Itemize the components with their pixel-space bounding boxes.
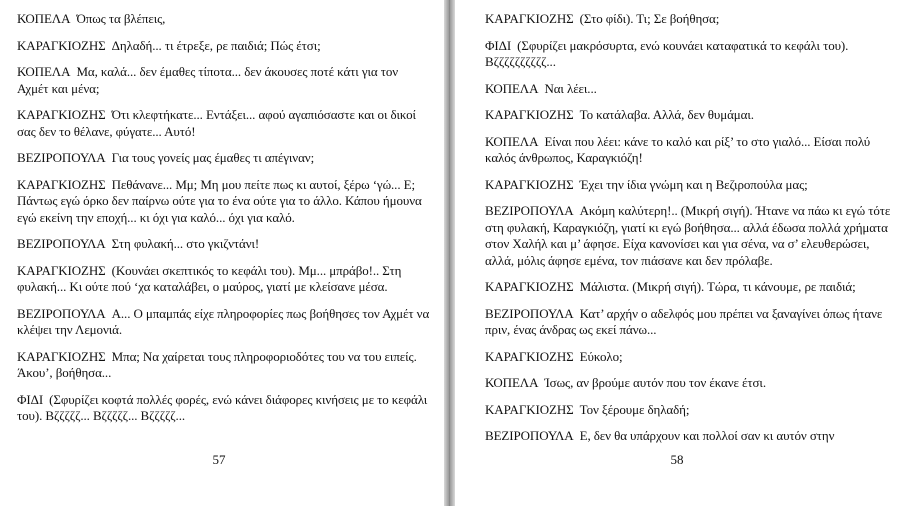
- dialogue-text: Έχει την ίδια γνώμη και η Βεζιροπούλα μας;: [579, 176, 808, 192]
- dialogue-paragraph: [17, 263, 431, 296]
- page-number-right: 58: [670, 452, 684, 467]
- dialogue-paragraph: [485, 134, 891, 167]
- dialogue-paragraph: [485, 38, 891, 71]
- left-page: [0, 0, 444, 506]
- speaker-name: ΚΟΠΕΛΑ: [17, 64, 71, 79]
- speaker-name: ΒΕΖΙΡΟΠΟΥΛΑ: [485, 428, 574, 443]
- dialogue-text: Δηλαδή... τι έτρεξε, ρε παιδιά; Πώς έτσι;: [111, 37, 321, 53]
- dialogue-paragraph: [17, 38, 431, 55]
- speaker-name: ΚΑΡΑΓΚΙΟΖΗΣ: [485, 11, 574, 26]
- speaker-name: ΒΕΖΙΡΟΠΟΥΛΑ: [17, 150, 106, 165]
- dialogue-paragraph: [485, 203, 891, 269]
- left-page-text: [17, 11, 431, 435]
- dialogue-paragraph: [485, 107, 891, 124]
- speaker-name: ΚΑΡΑΓΚΙΟΖΗΣ: [17, 107, 106, 122]
- dialogue-paragraph: [17, 64, 431, 97]
- dialogue-text: Μα, καλά... δεν έμαθες τίποτα... δεν άκουσες ποτέ κάτι για τον Αχμέτ και μένα;: [17, 64, 399, 96]
- speaker-name: ΚΟΠΕΛΑ: [485, 133, 539, 149]
- dialogue-text: Είναι που λέει: κάνε το καλό και ρίξ’ το στο γιαλό... Είσαι πολύ καλός άνθρωπος, Καραγκιόζη!: [485, 133, 871, 165]
- speaker-name: ΚΑΡΑΓΚΙΟΖΗΣ: [485, 176, 574, 192]
- speaker-name: ΚΑΡΑΓΚΙΟΖΗΣ: [485, 107, 574, 122]
- dialogue-text: Μάλιστα. (Μικρή σιγή). Τώρα, τι κάνουμε, ρε παιδιά;: [579, 279, 856, 294]
- dialogue-text: Τον ξέρουμε δηλαδή;: [579, 401, 690, 417]
- dialogue-paragraph: [17, 236, 431, 253]
- dialogue-text: (Σφυρίζει κοφτά πολλές φορές, ενώ κάνει διάφορες κινήσεις με το κεφάλι του). Βζζζζζ... Βζζζζζ... Βζζζζζ...: [17, 391, 428, 423]
- dialogue-text: Ακόμη καλύτερη!.. (Μικρή σιγή). Ήτανε να πάω κι εγώ τότε στη φυλακή, Καραγκιόζη, γιατί κι εγώ βοήθησα... αλλά έδωσα πολλά χρήματα στον Χαλήλ και μ’ άφησε. Είχα κανονίσει και για σένα, να σ’ ελευθερώσει, αλλά, μόλις άφησε εμένα, τον πιάσανε και δεν πρόλαβε.: [485, 203, 891, 268]
- dialogue-text: Ε, δεν θα υπάρχουν και πολλοί σαν κι αυτόν στην: [579, 428, 835, 443]
- dialogue-paragraph: [17, 150, 431, 167]
- speaker-name: ΚΑΡΑΓΚΙΟΖΗΣ: [485, 401, 574, 417]
- dialogue-text: Α... Ο μπαμπάς είχε πληροφορίες πως βοήθησες τον Αχμέτ να κλέψει την Λεμονιά.: [17, 305, 430, 337]
- dialogue-paragraph: [485, 279, 891, 296]
- speaker-name: ΦΙΔΙ: [485, 37, 512, 53]
- dialogue-paragraph: [17, 177, 431, 227]
- speaker-name: ΚΑΡΑΓΚΙΟΖΗΣ: [17, 176, 106, 192]
- speaker-name: ΚΑΡΑΓΚΙΟΖΗΣ: [17, 37, 106, 53]
- speaker-name: ΚΑΡΑΓΚΙΟΖΗΣ: [485, 279, 574, 294]
- dialogue-text: Ότι κλεφτήκατε... Εντάξει... αφού αγαπιόσαστε και οι δικοί σας δεν το θέλανε, φύγατε... Αυτό!: [17, 107, 416, 139]
- dialogue-text: Όπως τα βλέπεις,: [76, 11, 166, 26]
- book-gutter: [444, 0, 455, 506]
- speaker-name: ΚΑΡΑΓΚΙΟΖΗΣ: [17, 348, 106, 364]
- dialogue-text: Ναι λέει...: [544, 80, 597, 96]
- speaker-name: ΚΟΠΕΛΑ: [17, 11, 71, 26]
- speaker-name: ΒΕΖΙΡΟΠΟΥΛΑ: [485, 203, 574, 218]
- dialogue-paragraph: [485, 11, 891, 28]
- dialogue-text: Πεθάνανε... Μμ; Μη μου πείτε πως κι αυτοί, ξέρω ‘γώ... Ε; Πάντως εγώ όρκο δεν παίρνω ούτε για το ένα ούτε για το άλλο. Κάπου ήμουνα εγώ εκείνη την εποχή... κι όχι για καλό... όχι για καλό.: [17, 176, 422, 225]
- page-number-left: 57: [212, 452, 226, 467]
- dialogue-paragraph: [485, 349, 891, 366]
- dialogue-paragraph: [485, 375, 891, 392]
- dialogue-paragraph: [485, 177, 891, 194]
- speaker-name: ΚΟΠΕΛΑ: [485, 375, 539, 390]
- speaker-name: ΒΕΖΙΡΟΠΟΥΛΑ: [17, 236, 106, 251]
- speaker-name: ΒΕΖΙΡΟΠΟΥΛΑ: [485, 305, 574, 321]
- dialogue-text: (Στο φίδι). Τι; Σε βοήθησα;: [579, 11, 720, 26]
- dialogue-text: (Κουνάει σκεπτικός το κεφάλι του). Μμ... μπράβο!.. Στη φυλακή... Κι ούτε πού ‘χα καταλάβει, ο μαύρος, γιατί με κλείσανε μέσα.: [17, 262, 402, 294]
- dialogue-text: Ίσως, αν βρούμε αυτόν που τον έκανε έτσι.: [544, 375, 766, 390]
- dialogue-text: Εύκολο;: [579, 348, 623, 364]
- dialogue-text: Στη φυλακή... στο γκιζντάνι!: [111, 236, 260, 251]
- speaker-name: ΦΙΔΙ: [17, 391, 44, 407]
- dialogue-text: Κατ’ αρχήν ο αδελφός μου πρέπει να ξαναγίνει όπως ήτανε πριν, ένας άνδρας ως εκεί πάνω...: [485, 305, 883, 337]
- dialogue-text: Μπα; Να χαίρεται τους πληροφοριοδότες του να του ειπείς. Άκου’, βοήθησα...: [17, 348, 417, 380]
- dialogue-paragraph: [485, 81, 891, 98]
- dialogue-paragraph: [485, 306, 891, 339]
- dialogue-paragraph: [17, 107, 431, 140]
- speaker-name: ΒΕΖΙΡΟΠΟΥΛΑ: [17, 305, 106, 321]
- dialogue-paragraph: [17, 349, 431, 382]
- speaker-name: ΚΑΡΑΓΚΙΟΖΗΣ: [485, 348, 574, 364]
- speaker-name: ΚΟΠΕΛΑ: [485, 80, 539, 96]
- dialogue-text: Για τους γονείς μας έμαθες τι απέγιναν;: [111, 150, 315, 165]
- dialogue-paragraph: [17, 306, 431, 339]
- dialogue-paragraph: [485, 402, 891, 419]
- dialogue-paragraph: [485, 428, 891, 445]
- dialogue-paragraph: [17, 392, 431, 425]
- speaker-name: ΚΑΡΑΓΚΙΟΖΗΣ: [17, 262, 106, 278]
- right-page: [455, 0, 901, 506]
- dialogue-paragraph: [17, 11, 431, 28]
- dialogue-text: (Σφυρίζει μακρόσυρτα, ενώ κουνάει καταφατικά το κεφάλι του). Βζζζζζζζζζζ...: [485, 37, 849, 69]
- dialogue-text: Το κατάλαβα. Αλλά, δεν θυμάμαι.: [579, 107, 754, 122]
- right-page-text: [485, 11, 891, 455]
